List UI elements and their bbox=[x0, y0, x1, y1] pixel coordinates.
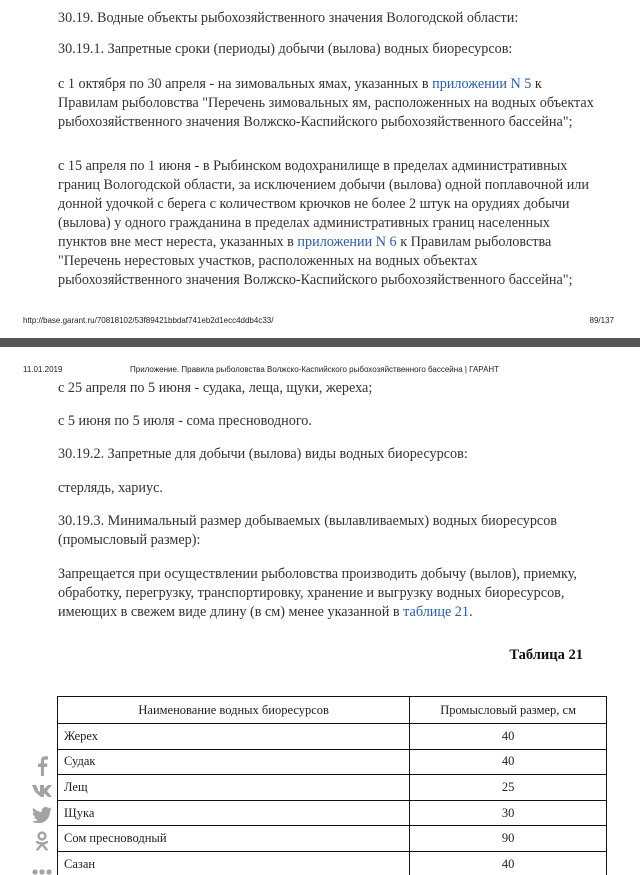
header-date: 11.01.2019 bbox=[23, 365, 63, 374]
table-row bbox=[58, 724, 607, 750]
table-row bbox=[58, 749, 607, 775]
size-cell: 40 bbox=[410, 749, 607, 775]
paragraph-text: к Правилам рыболовства "Перечень нерестовых участков, расположенных на водных объектах рыбохозяйственного значения Волжско-Каспийского рыбохозяйственного бассейна"; bbox=[58, 234, 573, 288]
size-cell: 40 bbox=[410, 851, 607, 875]
section-heading-30-19: 30.19. Водные объекты рыбохозяйственного значения Вологодской области: bbox=[58, 10, 519, 26]
paragraph-text: с 15 апреля по 1 июня - в Рыбинском водохранилище в пределах административных границ Вологодской области, за исключением добычи (вылова) одной поплавочной или донной удочкой с берега с количеством крючков не более 2 штук на орудиях добычи (вылова) у одного гражданина в пределах административных границ населенных пунктов вне мест нереста, указанных в bbox=[58, 158, 589, 250]
table-row bbox=[58, 826, 607, 852]
fish-size-table bbox=[57, 696, 607, 875]
section-heading-30-19-2: 30.19.2. Запретные для добычи (вылова) виды водных биоресурсов: bbox=[58, 446, 468, 462]
species-cell: Сом пресноводный bbox=[58, 826, 410, 852]
odnoklassniki-icon[interactable] bbox=[31, 831, 53, 851]
size-cell: 40 bbox=[410, 724, 607, 750]
document-page-89 bbox=[0, 0, 640, 338]
appendix-6-link[interactable]: приложении N 6 bbox=[297, 234, 397, 250]
paragraph-closed-season-1: с 25 апреля по 5 июня - судака, леща, щуки, жереха; bbox=[58, 380, 373, 396]
facebook-icon[interactable] bbox=[31, 756, 53, 778]
size-cell: 25 bbox=[410, 775, 607, 801]
table-row bbox=[58, 851, 607, 875]
appendix-5-link[interactable]: приложении N 5 bbox=[432, 76, 532, 92]
size-cell: 30 bbox=[410, 800, 607, 826]
table-row bbox=[58, 775, 607, 801]
page-separator bbox=[0, 338, 640, 347]
species-cell: Жерех bbox=[58, 724, 410, 750]
table-title: Таблица 21 bbox=[509, 647, 583, 663]
column-header-species: Наименование водных биоресурсов bbox=[58, 697, 410, 724]
paragraph-text: Запрещается при осуществлении рыболовства производить добычу (вылов), приемку, обработку, перегрузку, транспортировку, хранение и выгрузку водных биоресурсов, имеющих в свежем виде длину (в см) менее указанной в bbox=[58, 566, 577, 620]
species-cell: Сазан bbox=[58, 851, 410, 875]
paragraph-rybinsk-reservoir bbox=[58, 157, 598, 290]
column-header-size: Промысловый размер, см bbox=[410, 697, 607, 724]
size-cell: 90 bbox=[410, 826, 607, 852]
section-heading-30-19-3: 30.19.3. Минимальный размер добываемых (вылавливаемых) водных биоресурсов (промысловый размер): bbox=[58, 513, 557, 548]
paragraph-text: к Правилам рыболовства "Перечень зимовальных ям, расположенных на водных объектах рыбохозяйственного значения Волжско-Каспийского рыбохозяйственного бассейна"; bbox=[58, 76, 594, 130]
footer-page-number: 89/137 bbox=[589, 316, 614, 325]
section-heading-30-19-1: 30.19.1. Запретные сроки (периоды) добычи (вылова) водных биоресурсов: bbox=[58, 41, 513, 57]
more-icon[interactable] bbox=[31, 860, 53, 870]
table-header-row bbox=[58, 697, 607, 724]
paragraph-text: с 1 октября по 30 апреля - на зимовальных ямах, указанных в bbox=[58, 76, 433, 92]
species-cell: Щука bbox=[58, 800, 410, 826]
twitter-icon[interactable] bbox=[31, 807, 53, 825]
paragraph-closed-season-2: с 5 июня по 5 июля - сома пресноводного. bbox=[58, 413, 312, 429]
species-cell: Лещ bbox=[58, 775, 410, 801]
paragraph-prohibited-species: стерлядь, хариус. bbox=[58, 480, 163, 496]
table-row bbox=[58, 800, 607, 826]
species-cell: Судак bbox=[58, 749, 410, 775]
header-title: Приложение. Правила рыболовства Волжско-Каспийского рыбохозяйственного бассейна | ГАРАНТ bbox=[130, 365, 500, 374]
footer-url: http://base.garant.ru/70818102/53f89421bbdaf741eb2d1ecc4ddb4c33/ bbox=[23, 316, 274, 325]
document-page-90 bbox=[0, 347, 640, 875]
paragraph-text: . bbox=[469, 604, 473, 620]
paragraph-min-size bbox=[58, 565, 598, 622]
vk-icon[interactable] bbox=[31, 783, 53, 799]
table-21-link[interactable]: таблице 21 bbox=[403, 604, 469, 620]
paragraph-wintering-pits bbox=[58, 75, 598, 132]
